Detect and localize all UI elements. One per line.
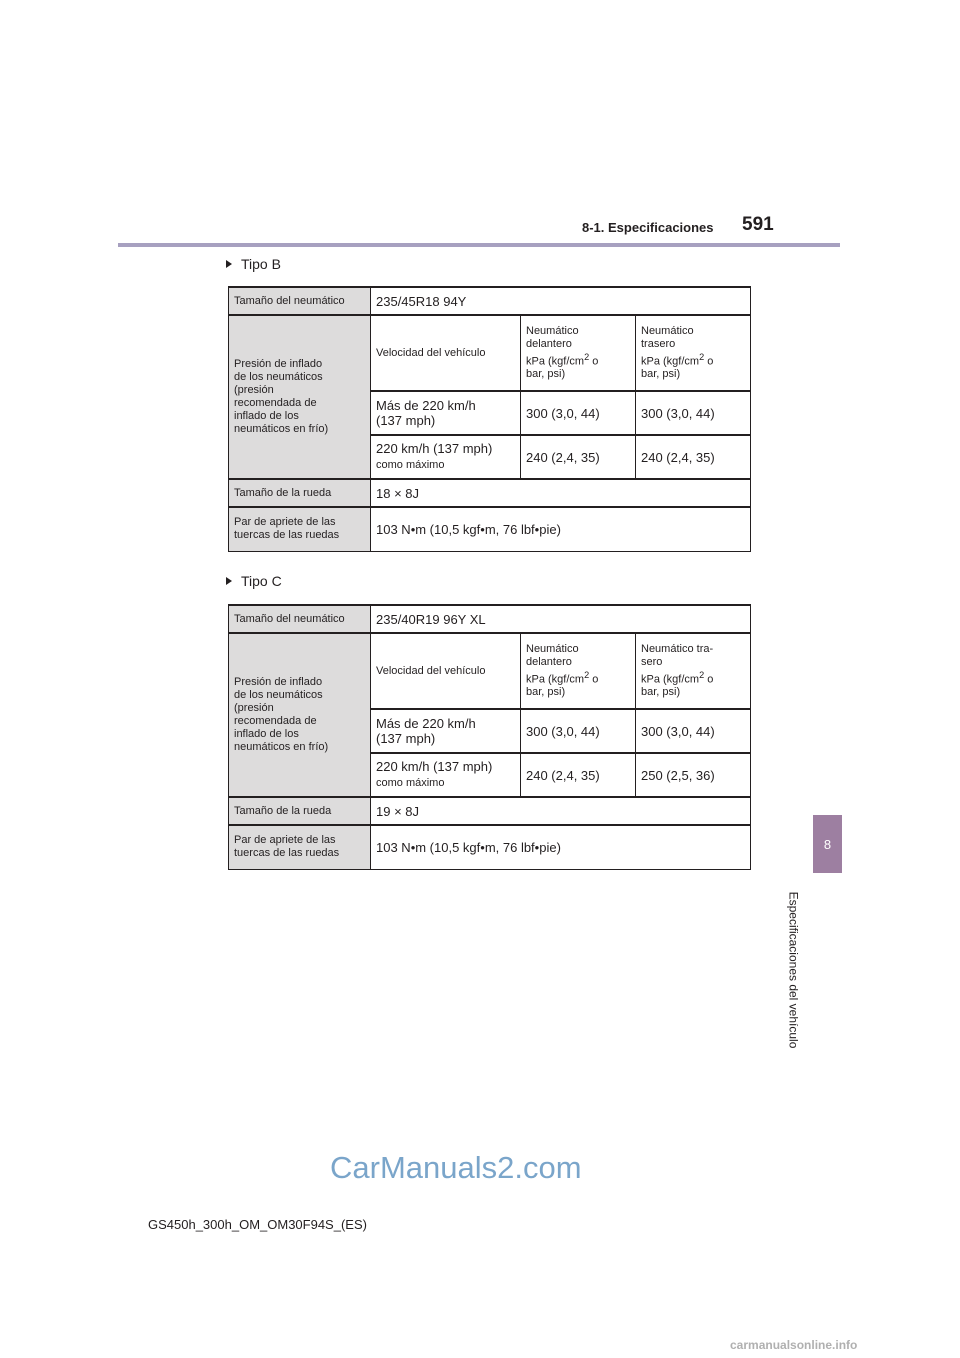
rear-pressure-over-220: 300 (3,0, 44)	[636, 709, 751, 753]
torque-label: Par de apriete de las tuercas de las ruedas	[229, 507, 371, 551]
front-tire-header-text: Neumático delantero kPa (kgf/cm	[526, 642, 585, 686]
superscript: 2	[699, 669, 705, 680]
front-pressure-max-220: 240 (2,4, 35)	[521, 435, 636, 479]
superscript: 2	[584, 351, 590, 362]
speed-max-220	[371, 753, 521, 797]
wheel-size-value: 18 × 8J	[371, 479, 751, 507]
superscript: 2	[584, 669, 590, 680]
section-title: 8-1. Especificaciones	[582, 220, 714, 235]
pressure-label: Presión de inflado de los neumáticos (presión recomendada de inflado de los neumáticos en frío)	[229, 315, 371, 479]
front-pressure-over-220: 300 (3,0, 44)	[521, 709, 636, 753]
speed-over-220: Más de 220 km/h (137 mph)	[371, 709, 521, 753]
rear-tire-header	[636, 315, 751, 391]
speed-header: Velocidad del vehículo	[371, 315, 521, 391]
table-row	[229, 507, 751, 551]
front-tire-header-tail: o bar, psi)	[526, 355, 599, 381]
section-label-text: Tipo B	[241, 256, 281, 272]
tire-size-value: 235/45R18 94Y	[371, 287, 751, 315]
chapter-tab[interactable]	[813, 815, 842, 873]
table-row	[229, 315, 751, 391]
triangle-bullet-icon	[226, 260, 232, 268]
speed-max-220-text: 220 km/h (137 mph)	[376, 441, 493, 456]
speed-over-220: Más de 220 km/h (137 mph)	[371, 391, 521, 435]
wheel-size-value: 19 × 8J	[371, 797, 751, 825]
tire-size-value: 235/40R19 96Y XL	[371, 605, 751, 633]
manual-code: GS450h_300h_OM_OM30F94S_(ES)	[148, 1217, 367, 1232]
table-row	[229, 287, 751, 315]
speed-max-220-sub: como máximo	[376, 459, 445, 471]
tire-size-label: Tamaño del neumático	[229, 287, 371, 315]
tire-size-label: Tamaño del neumático	[229, 605, 371, 633]
chapter-tab-number: 8	[823, 836, 832, 852]
table-row	[229, 825, 751, 869]
speed-header: Velocidad del vehículo	[371, 633, 521, 709]
rear-pressure-max-220: 240 (2,4, 35)	[636, 435, 751, 479]
torque-value: 103 N•m (10,5 kgf•m, 76 lbf•pie)	[371, 825, 751, 869]
triangle-bullet-icon	[226, 577, 232, 585]
speed-max-220-text: 220 km/h (137 mph)	[376, 759, 493, 774]
section-label-tipo-b	[226, 256, 281, 272]
section-label-tipo-c	[226, 573, 282, 589]
wheel-size-label: Tamaño de la rueda	[229, 479, 371, 507]
front-tire-header-tail: o bar, psi)	[526, 673, 599, 699]
rear-pressure-max-220: 250 (2,5, 36)	[636, 753, 751, 797]
header-divider	[118, 243, 840, 247]
table-row	[229, 479, 751, 507]
table-row	[229, 605, 751, 633]
rear-tire-header-text: Neumático trasero kPa (kgf/cm	[641, 324, 700, 368]
page-number: 591	[742, 214, 774, 235]
chapter-tab-label	[786, 885, 800, 1055]
speed-max-220-sub: como máximo	[376, 777, 445, 789]
rear-tire-header-tail: o bar, psi)	[641, 355, 714, 381]
torque-label: Par de apriete de las tuercas de las ruedas	[229, 825, 371, 869]
watermark-primary: CarManuals2.com	[330, 1150, 582, 1185]
superscript: 2	[699, 351, 705, 362]
rear-pressure-over-220: 300 (3,0, 44)	[636, 391, 751, 435]
spec-table-tipo-c	[228, 604, 751, 870]
rear-tire-header-tail: o bar, psi)	[641, 673, 714, 699]
pressure-label: Presión de inflado de los neumáticos (presión recomendada de inflado de los neumáticos en frío)	[229, 633, 371, 797]
wheel-size-label: Tamaño de la rueda	[229, 797, 371, 825]
front-tire-header	[521, 633, 636, 709]
front-pressure-over-220: 300 (3,0, 44)	[521, 391, 636, 435]
rear-tire-header	[636, 633, 751, 709]
watermark-secondary: carmanualsonline.info	[730, 1338, 858, 1352]
section-label-text: Tipo C	[241, 573, 282, 589]
chapter-tab-label-text: Especificaciones del vehículo	[786, 891, 801, 1049]
front-tire-header	[521, 315, 636, 391]
front-tire-header-text: Neumático delantero kPa (kgf/cm	[526, 324, 585, 368]
speed-max-220	[371, 435, 521, 479]
rear-tire-header-text: Neumático tra- sero kPa (kgf/cm	[641, 642, 714, 686]
table-row	[229, 633, 751, 709]
table-row	[229, 797, 751, 825]
spec-table-tipo-b	[228, 286, 751, 552]
front-pressure-max-220: 240 (2,4, 35)	[521, 753, 636, 797]
torque-value: 103 N•m (10,5 kgf•m, 76 lbf•pie)	[371, 507, 751, 551]
